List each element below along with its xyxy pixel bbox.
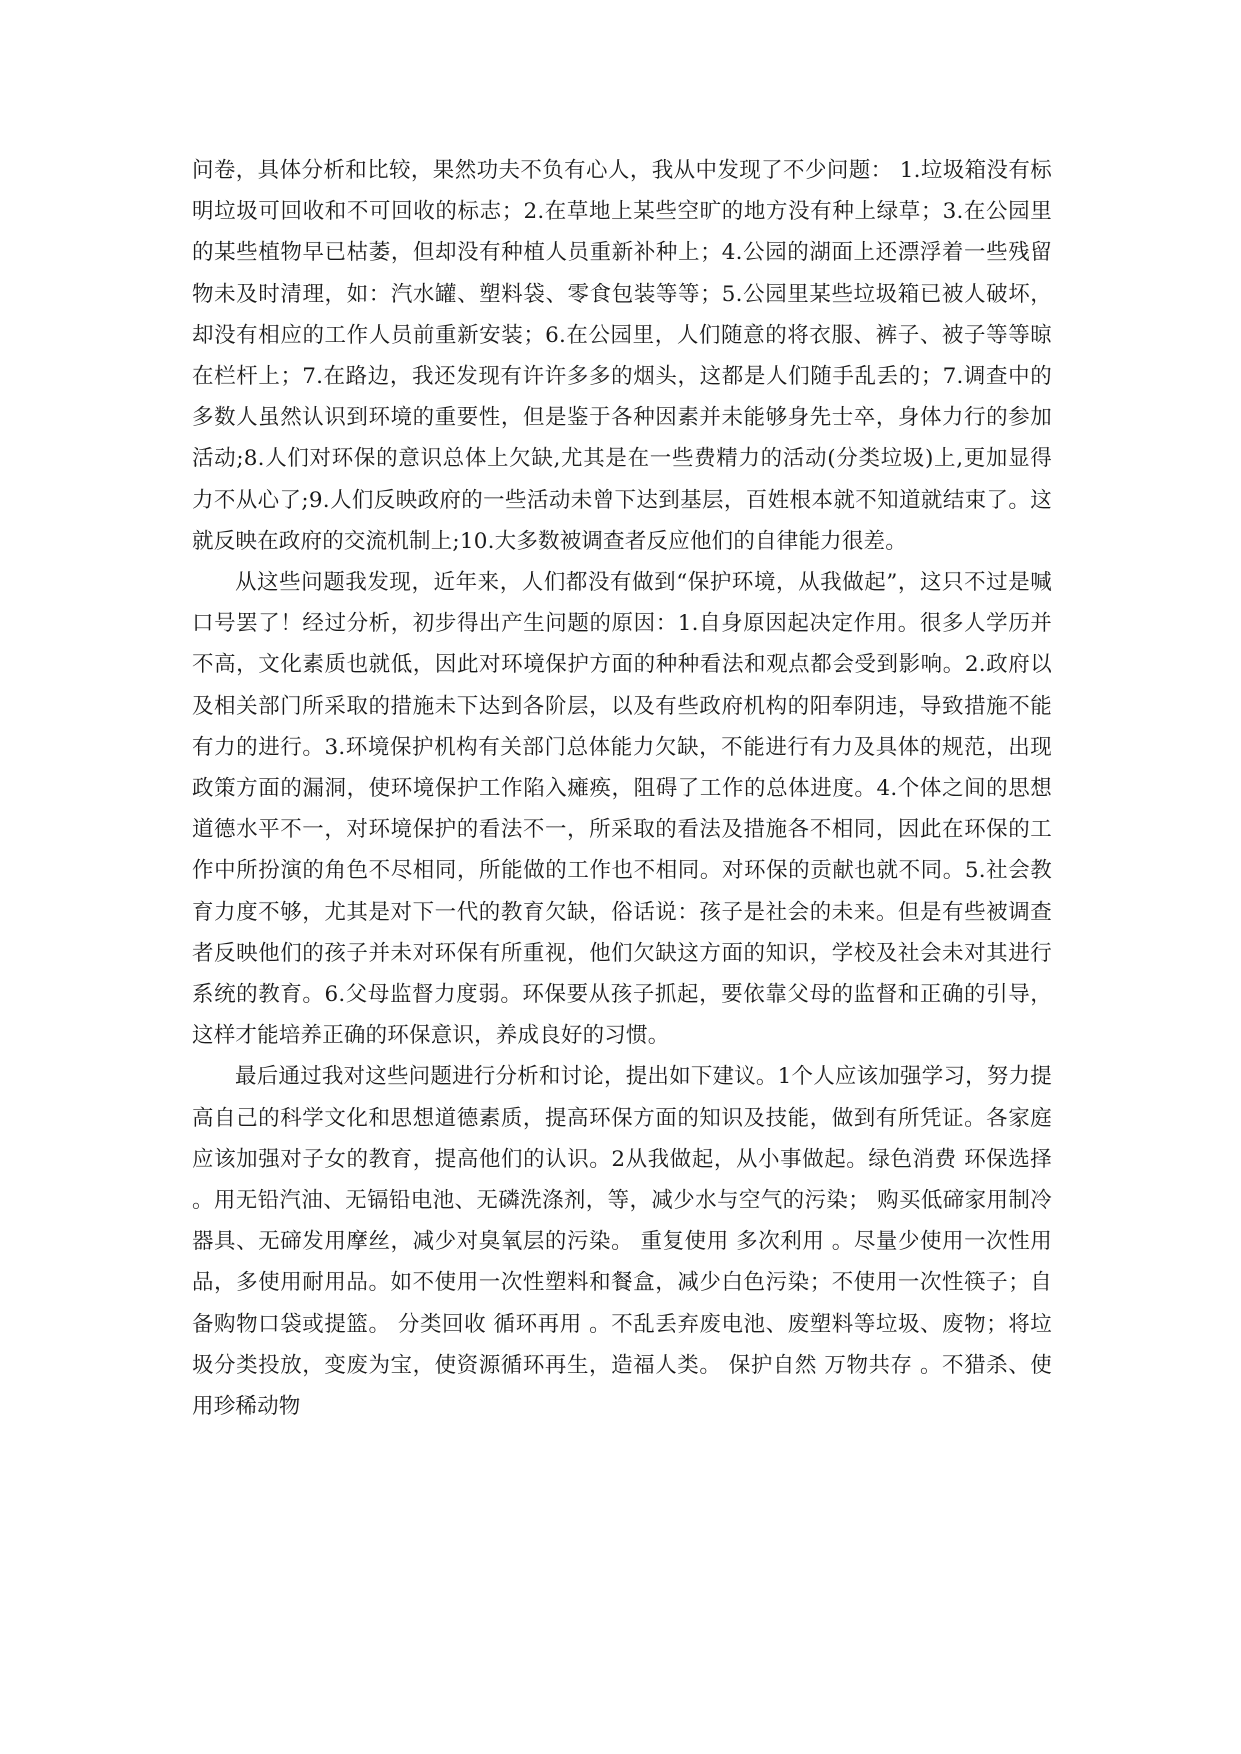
- paragraph-survey-findings: 问卷，具体分析和比较，果然功夫不负有心人，我从中发现了不少问题： 1.垃圾箱没有标明垃圾可回收和不可回收的标志；2.在草地上某些空旷的地方没有种上绿草；3.在公园里的某些植物早已枯萎，但却没有种植人员重新补种上；4.公园的湖面上还漂浮着一些残留物未及时清理，如：汽水罐、塑料袋、零食包装等等；5.公园里某些垃圾箱已被人破坏，却没有相应的工作人员前重新安装；6.在公园里，人们随意的将衣服、裤子、被子等等晾在栏杆上；7.在路边，我还发现有许许多多的烟头，这都是人们随手乱丢的；7.调查中的多数人虽然认识到环境的重要性，但是鉴于各种因素并未能够身先士卒，身体力行的参加活动;8.人们对环保的意识总体上欠缺,尤其是在一些费精力的活动(分类垃圾)上,更加显得力不从心了;9.人们反映政府的一些活动未曾下达到基层，百姓根本就不知道就结束了。这就反映在政府的交流机制上;10.大多数被调查者反应他们的自律能力很差。: [192, 158, 1052, 554]
- paragraph-suggestions: 最后通过我对这些问题进行分析和讨论，提出如下建议。1个人应该加强学习，努力提高自己的科学文化和思想道德素质，提高环保方面的知识及技能，做到有所凭证。各家庭应该加强对子女的教育，提高他们的认识。2从我做起，从小事做起。绿色消费 环保选择 。用无铅汽油、无镉铅电池、无磷洗涤剂，等，减少水与空气的污染； 购买低碲家用制冷器具、无碲发用摩丝，减少对臭氧层的污染。 重复使用 多次利用 。尽量少使用一次性用品，多使用耐用品。如不使用一次性塑料和餐盒，减少白色污染；不使用一次性筷子；自备购物口袋或提篮。 分类回收 循环再用 。不乱丢弃废电池、废塑料等垃圾、废物；将垃圾分类投放，变废为宝，使资源循环再生，造福人类。 保护自然 万物共存 。不猎杀、使用珍稀动物: [192, 1064, 1052, 1420]
- document-body: [192, 150, 1052, 1427]
- paragraph-problem-causes: 从这些问题我发现，近年来，人们都没有做到“保护环境，从我做起”，这只不过是喊口号罢了！经过分析，初步得出产生问题的原因：1.自身原因起决定作用。很多人学历并不高，文化素质也就低，因此对环境保护方面的种种看法和观点都会受到影响。2.政府以及相关部门所采取的措施未下达到各阶层，以及有些政府机构的阳奉阴违，导致措施不能有力的进行。3.环境保护机构有关部门总体能力欠缺，不能进行有力及具体的规范，出现政策方面的漏洞，使环境保护工作陷入瘫痪，阻碍了工作的总体进度。4.个体之间的思想道德水平不一，对环境保护的看法不一，所采取的看法及措施各不相同，因此在环保的工作中所扮演的角色不尽相同，所能做的工作也不相同。对环保的贡献也就不同。5.社会教育力度不够，尤其是对下一代的教育欠缺，俗话说：孩子是社会的未来。但是有些被调查者反映他们的孩子并未对环保有所重视，他们欠缺这方面的知识，学校及社会未对其进行系统的教育。6.父母监督力度弱。环保要从孩子抓起，要依靠父母的监督和正确的引导，这样才能培养正确的环保意识，养成良好的习惯。: [192, 570, 1052, 1049]
